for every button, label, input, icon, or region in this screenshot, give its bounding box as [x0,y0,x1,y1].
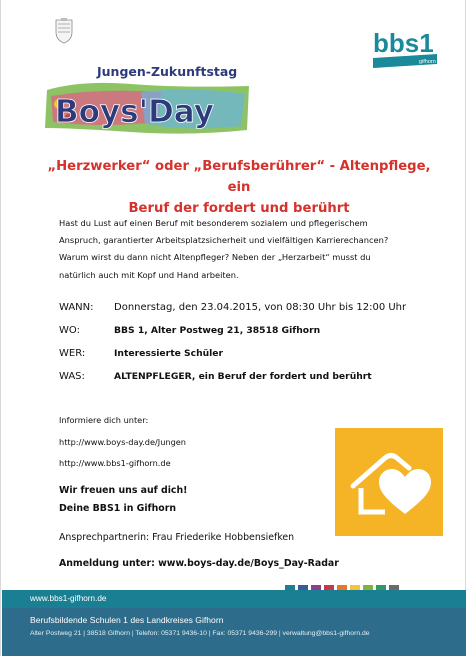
boys-day-logo [41,62,253,138]
headline [41,156,437,219]
footer-url-bar [2,590,466,608]
boys-day-tagline: Jungen-Zukunftstag [97,64,238,79]
bbs1-logo [371,24,441,70]
intro-paragraph [59,215,435,284]
headline-line-1: „Herzwerker“ oder „Berufsberührer“ - Altenpflege, ein [47,159,431,195]
link-bbs1[interactable]: http://www.bbs1-gifhorn.de [59,458,171,468]
detail-when-value: Donnerstag, den 23.04.2015, von 08:30 Uhr bis 12:00 Uhr [114,302,407,313]
footer-url[interactable]: www.bbs1-gifhorn.de [30,594,107,603]
intro-line-4: natürlich auch mit Kopf und Hand arbeiten. [59,269,239,280]
footer-main [2,608,466,656]
greeting-line-2: Deine BBS1 in Gifhorn [59,503,177,514]
detail-who-label: WER: [59,348,86,359]
footer-address: Alter Postweg 21 | 38518 Gifhorn | Telefon: 05371 9436-10 | Fax: 05371 9436-299 | verwaltung@bbs1-gifhorn.de [30,630,370,637]
detail-what-label: WAS: [59,371,85,382]
contact-person: Ansprechpartnerin: Frau Friederike Hobbensiefken [59,532,295,543]
footer [2,590,466,656]
greeting-line-1: Wir freuen uns auf dich! [59,485,188,496]
detail-when-label: WANN: [59,302,94,313]
detail-who-value: Interessierte Schüler [114,348,224,359]
intro-line-2: Anspruch, garantierter Arbeitsplatzsicherheit und vielfältigen Karrierechancen? [59,235,389,246]
link-boys-day[interactable]: http://www.boys-day.de/Jungen [59,436,186,447]
links-heading: Informiere dich unter: [59,415,149,425]
info-links [59,410,186,475]
boys-day-wordmark: Boys'Day [55,94,214,130]
greeting [59,482,187,518]
footer-school-name: Berufsbildende Schulen 1 des Landkreises Gifhorn [30,615,224,625]
bbs1-logo-text: bbs1 [373,28,434,58]
intro-line-1: Hast du Lust auf einen Beruf mit besonderem sozialem und pflegerischem [59,218,368,228]
detail-where-value: BBS 1, Alter Postweg 21, 38518 Gifhorn [114,325,321,336]
care-heart-logo [335,428,443,536]
bbs1-logo-subtext: gifhorn [419,59,436,65]
registration-link[interactable]: Anmeldung unter: www.boys-day.de/Boys_Day-Radar [59,558,339,569]
heart-house-icon [335,428,443,536]
detail-where-label: WO: [59,325,80,336]
headline-line-2: Beruf der fordert und berührt [128,201,350,216]
coat-of-arms-icon [55,18,73,44]
detail-what-value: ALTENPFLEGER, ein Beruf der fordert und berührt [114,371,372,382]
intro-line-3: Warum wirst du dann nicht Altenpfleger? Neben der „Herzarbeit“ musst du [59,252,371,263]
